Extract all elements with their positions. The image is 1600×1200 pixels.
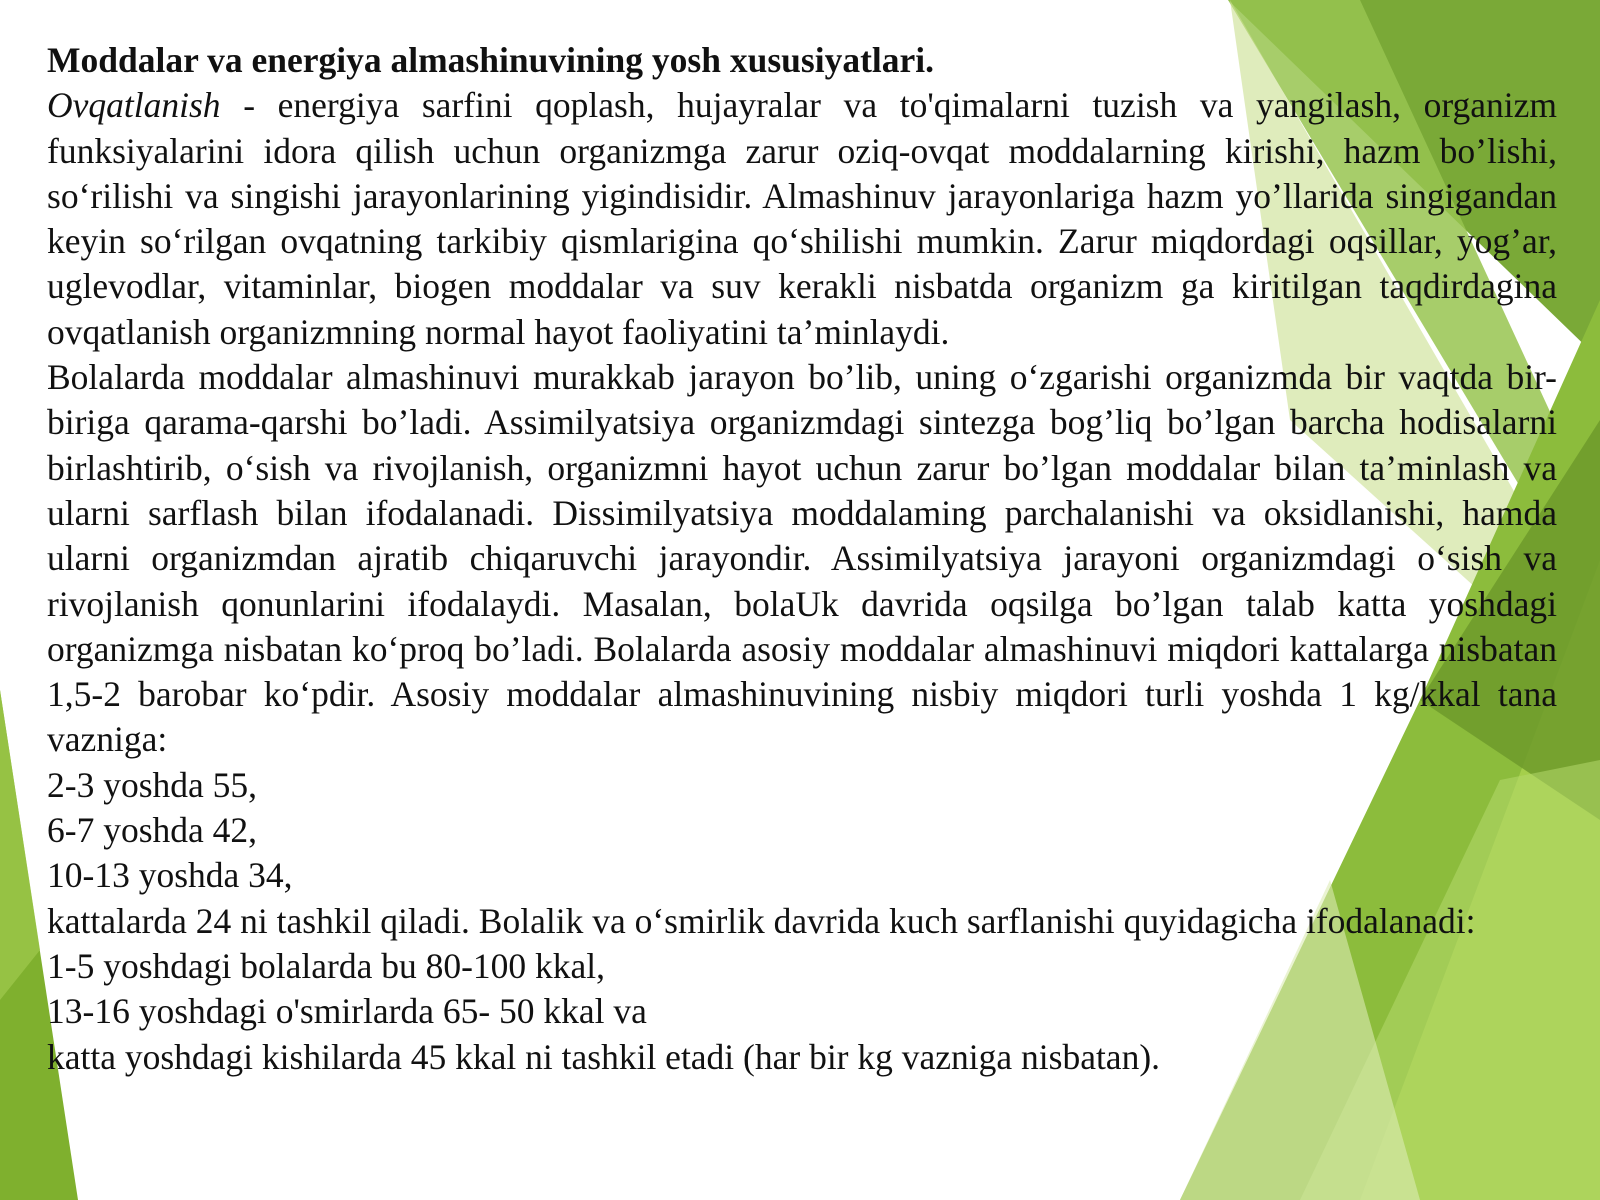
energy-list-item: 13-16 yoshdagi o'smirlarda 65- 50 kkal va	[47, 991, 647, 1032]
slide-title: Moddalar va energiya almashinuvining yosh xususiyatlari.	[47, 40, 934, 80]
paragraph-metabolism: Bolalarda moddalar almashinuvi murakkab jarayon bo’lib, uning o‘zgarishi organizmda bir vaqtda bir-biriga qarama-qarshi bo’ladi. Assimilyatsiya organizmdagi sintezga bog’liq bo’lgan barcha hodisalarni birlashtirib, o‘sish va rivojlanish, organizmni hayot uchun zarur bo’lgan moddalar bilan ta’minlash va ularni sarflash bilan ifodalanadi. Dissimilyatsiya moddalaming parchalanishi va oksidlanishi, hamda ularni organizmdan ajratib chiqaruvchi jarayondir. Assimilyatsiya jarayoni organizmdagi o‘sish va rivojlanish qonunlarini ifodalaydi. Masalan, bolaUk davrida oqsilga bo’lgan talab katta yoshdagi organizmga nisbatan ko‘proq bo’ladi. Bolalarda asosiy moddalar almashinuvi miqdori kattalarga nisbatan 1,5-2 barobar ko‘pdir. Asosiy moddalar almashinuvining nisbiy miqdori turli yoshda 1 kg/kkal tana vazniga:	[47, 357, 1557, 760]
age-list-item: 2-3 yoshda 55,	[47, 764, 258, 805]
paragraph-nutrition	[47, 83, 1557, 355]
term-ovqatlanish: Ovqatlanish	[47, 85, 221, 126]
paragraph-nutrition-body: - energiya sarfini qoplash, hujayralar va to'qimalarni tuzish va yangilash, organizm funksiyalarini idora qilish uchun organizmga zarur oziq-ovqat moddalarning kirishi, hazm bo’lishi, so‘rilishi va singishi jarayonlarining yigindisidir. Almashinuv jarayonlariga hazm yo’llarida singigandan keyin so‘rilgan ovqatning tarkibiy qismlarigina qo‘shilishi mumkin. Zarur miqdordagi oqsillar, yog’ar, uglevodlar, vitaminlar, biogen moddalar va suv kerakli nisbatda organizm ga kiritilgan taqdirdagina ovqatlanish organizmning normal hayot faoliyatini ta’minlaydi.	[47, 85, 1557, 352]
left-facet-light	[0, 690, 40, 1000]
age-list-item: 10-13 yoshda 34,	[47, 855, 293, 896]
slide-text	[47, 38, 1557, 1080]
age-list-item: 6-7 yoshda 42,	[47, 810, 258, 851]
energy-list-item: katta yoshdagi kishilarda 45 kkal ni tashkil etadi (har bir kg vazniga nisbatan).	[47, 1036, 1161, 1077]
paragraph-adults: kattalarda 24 ni tashkil qiladi. Bolalik va o‘smirlik davrida kuch sarflanishi quyidagicha ifodalanadi:	[47, 900, 1476, 941]
energy-list-item: 1-5 yoshdagi bolalarda bu 80-100 kkal,	[47, 945, 606, 986]
